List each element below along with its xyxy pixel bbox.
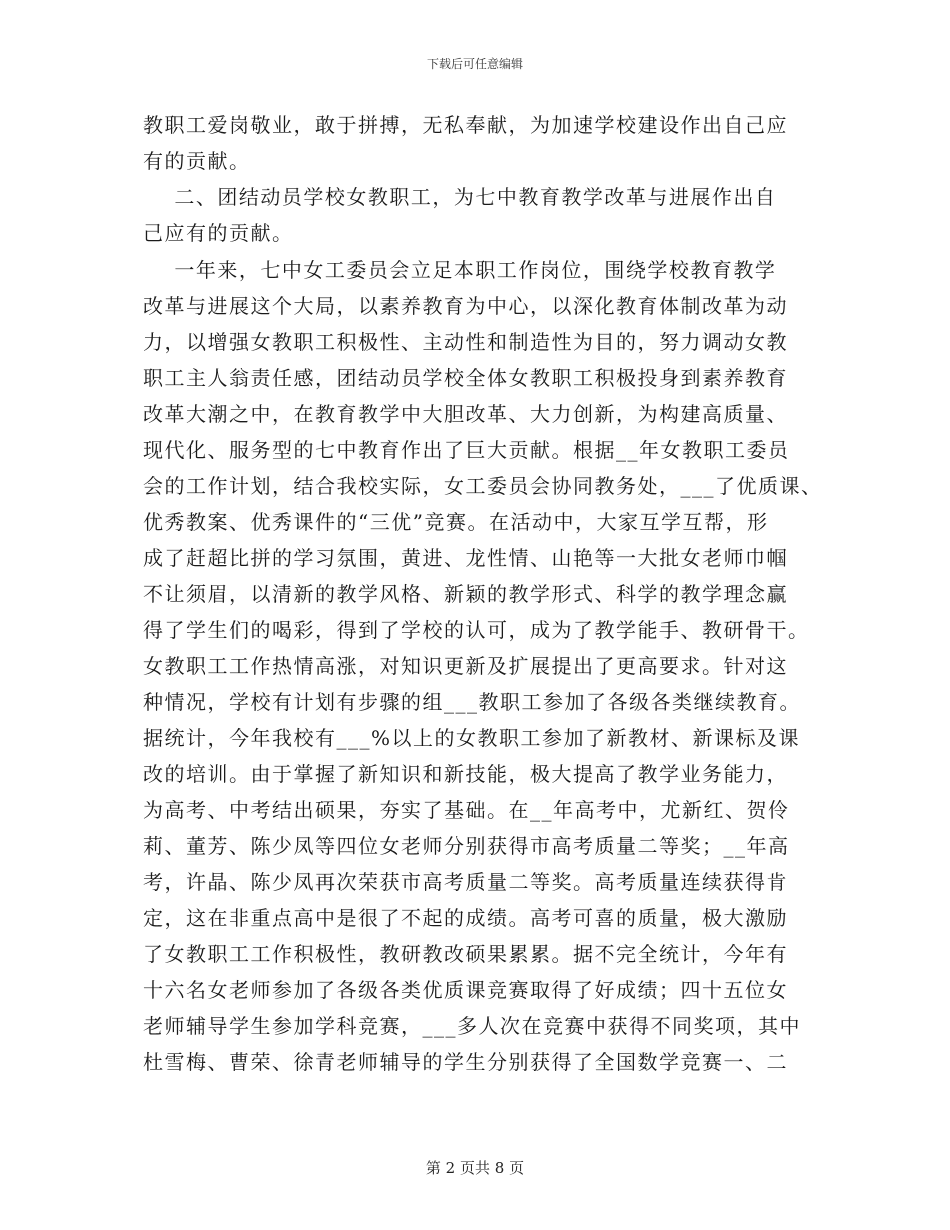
body-line: 了女教职工工作积极性，教研教改硕果累累。据不完全统计，今年有 <box>143 942 788 966</box>
body-line: 老师辅导学生参加学科竞赛，___多人次在竞赛中获得不同奖项，其中 <box>143 1014 801 1038</box>
body-line: 女教职工工作热情高涨，对知识更新及扩展提出了更高要求。针对这 <box>143 654 788 678</box>
body-line: 不让须眉，以清新的教学风格、新颖的教学形式、科学的教学理念赢 <box>143 582 788 606</box>
body-line: 职工主人翁责任感，团结动员学校全体女教职工积极投身到素养教育 <box>143 366 788 390</box>
body-line: 己应有的贡献。 <box>143 221 294 245</box>
body-line: 教职工爱岗敬业，敢于拼搏，无私奉献，为加速学校建设作出自己应 <box>143 113 788 137</box>
body-line: 成了赶超比拼的学习氛围，黄进、龙性情、山艳等一大批女老师巾帼 <box>143 546 788 570</box>
body-line: 有的贡献。 <box>143 149 251 173</box>
body-line: 为高考、中考结出硕果，夯实了基础。在__年高考中，尤新红、贺伶 <box>143 798 790 822</box>
body-line: 考，许晶、陈少凤再次荣获市高考质量二等奖。高考质量连续获得肯 <box>143 870 788 894</box>
page-header: 下载后可任意编辑 <box>426 57 523 71</box>
body-line: 改的培训。由于掌握了新知识和新技能，极大提高了教学业务能力， <box>143 762 788 786</box>
body-line: 改革大潮之中，在教育教学中大胆改革、大力创新，为构建高质量、 <box>143 402 788 426</box>
body-line: 种情况，学校有计划有步骤的组___教职工参加了各级各类继续教育。 <box>143 690 801 714</box>
body-line: 十六名女老师参加了各级各类优质课竞赛取得了好成绩；四十五位女 <box>143 978 788 1002</box>
body-line: 优秀教案、优秀课件的“三优”竞赛。在活动中，大家互学互帮，形 <box>143 510 769 534</box>
body-line: 现代化、服务型的七中教育作出了巨大贡献。根据__年女教职工委员 <box>143 438 790 462</box>
page-footer: 第 2 页共 8 页 <box>425 1159 525 1177</box>
body-line: 莉、董芳、陈少凤等四位女老师分别获得市高考质量二等奖；__年高 <box>143 834 790 858</box>
body-line: 据统计，今年我校有___%以上的女教职工参加了新教材、新课标及课 <box>143 726 801 750</box>
body-line: 改革与进展这个大局，以素养教育为中心，以深化教育体制改革为动 <box>143 294 788 318</box>
body-line: 会的工作计划，结合我校实际，女工委员会协同教务处，___了优质课、 <box>143 474 823 498</box>
body-line: 一年来，七中女工委员会立足本职工作岗位，围绕学校教育教学 <box>143 258 777 282</box>
body-line: 力，以增强女教职工积极性、主动性和制造性为目的，努力调动女教 <box>143 330 788 354</box>
body-line: 得了学生们的喝彩，得到了学校的认可，成为了教学能手、教研骨干。 <box>143 618 810 642</box>
body-line: 杜雪梅、曹荣、徐青老师辅导的学生分别获得了全国数学竞赛一、二 <box>143 1050 788 1074</box>
body-line: 二、团结动员学校女教职工，为七中教育教学改革与进展作出自 <box>143 185 777 209</box>
body-line: 定，这在非重点高中是很了不起的成绩。高考可喜的质量，极大激励 <box>143 906 788 930</box>
